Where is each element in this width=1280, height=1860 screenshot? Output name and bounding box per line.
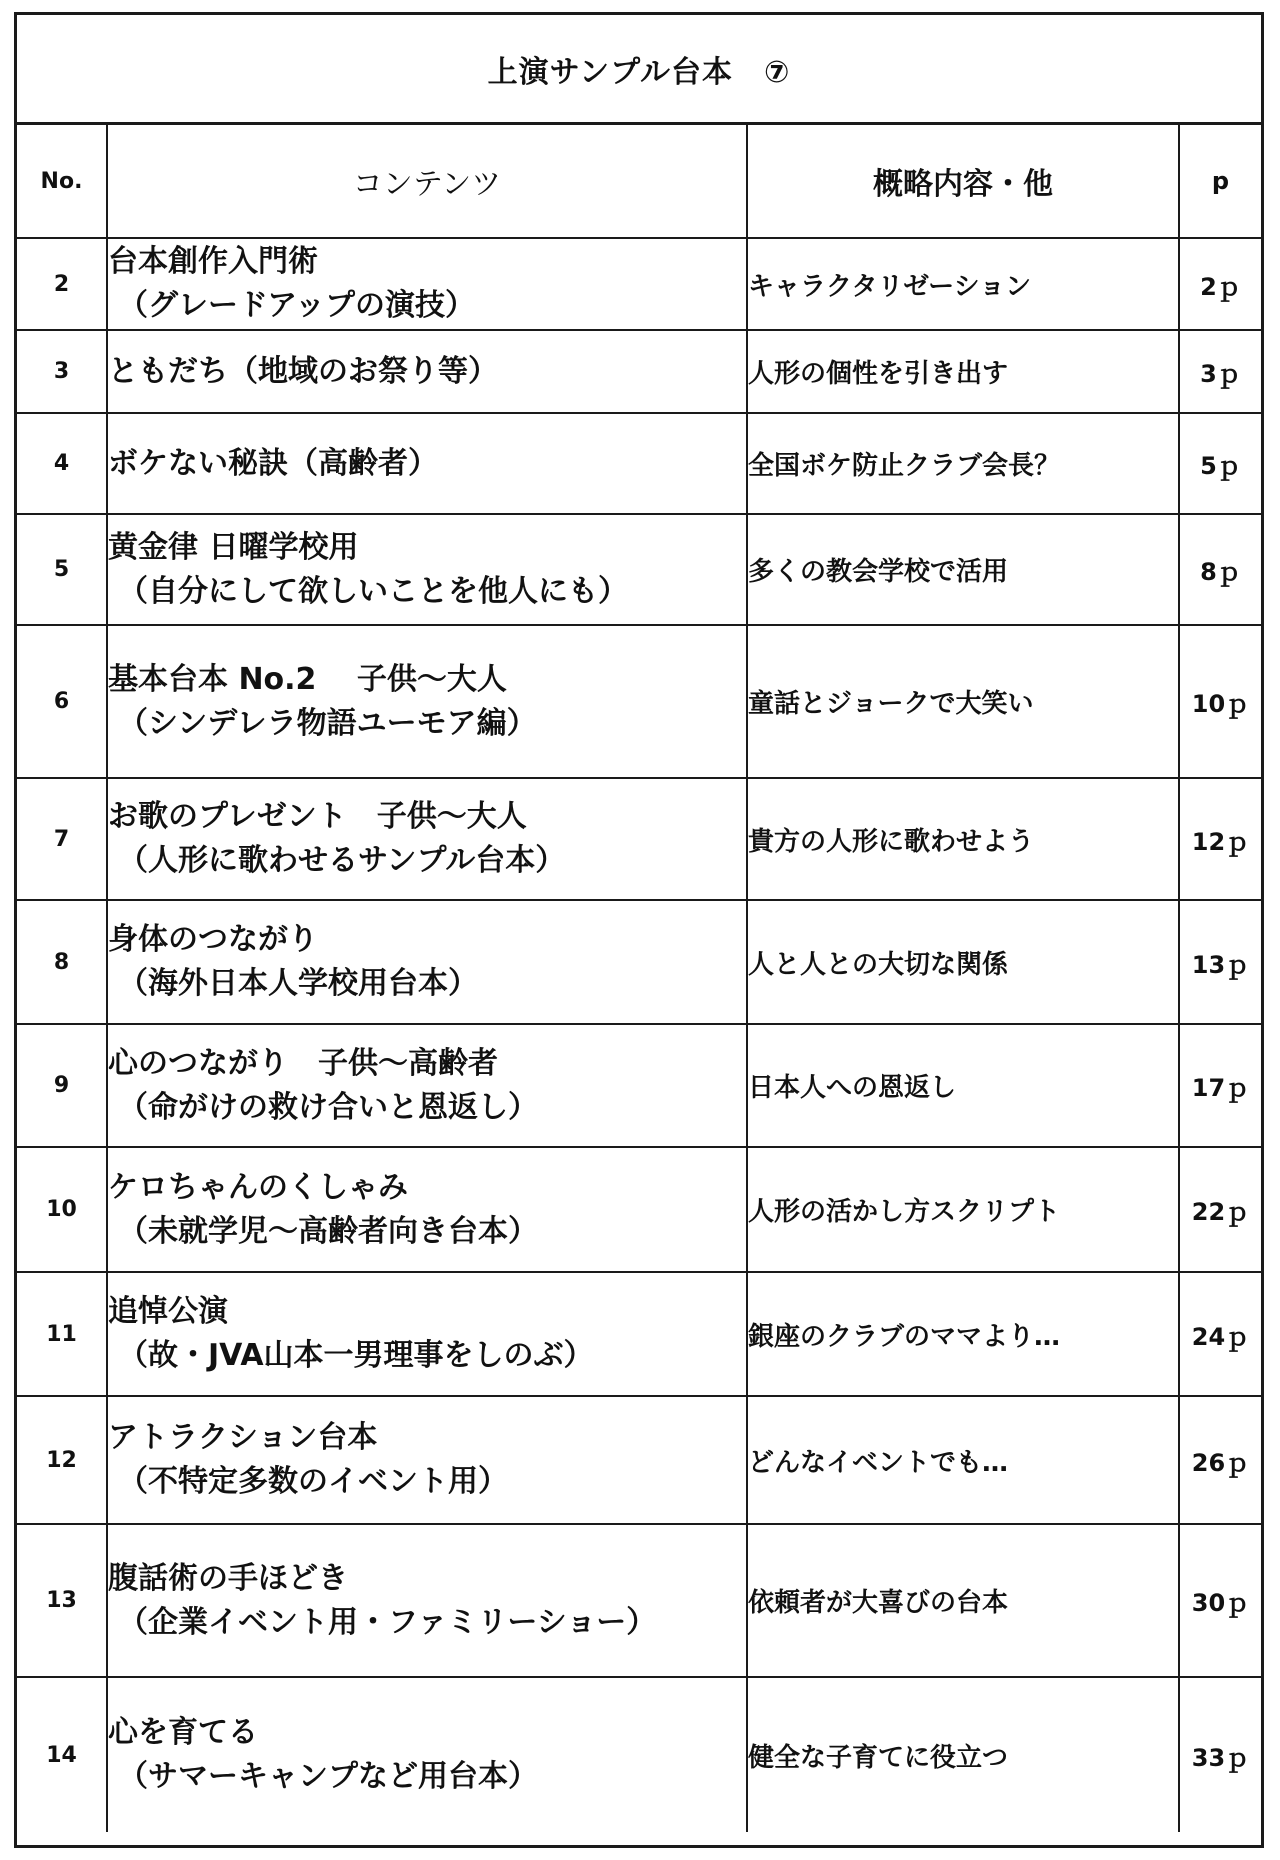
row-summary: 健全な子育てに役立つ xyxy=(747,1677,1179,1832)
row-number: 7 xyxy=(17,778,107,900)
row-number: 6 xyxy=(17,625,107,778)
row-summary: 童話とジョークで大笑い xyxy=(747,625,1179,778)
header-row xyxy=(17,125,1261,238)
row-number: 10 xyxy=(17,1147,107,1272)
table-row xyxy=(17,330,1261,413)
content-title: アトラクション台本 xyxy=(108,1420,378,1455)
content-subtitle: （自分にして欲しいことを他人にも） xyxy=(118,573,628,609)
row-page: 2ｐ xyxy=(1179,238,1261,330)
row-page: 22ｐ xyxy=(1179,1147,1261,1272)
content-title: ボケない秘訣（高齢者） xyxy=(108,445,438,481)
row-summary: キャラクタリゼーション xyxy=(747,238,1179,330)
row-summary: 銀座のクラブのママより… xyxy=(747,1272,1179,1396)
row-number: 11 xyxy=(17,1272,107,1396)
header-summary: 概略内容・他 xyxy=(747,125,1179,238)
row-number: 13 xyxy=(17,1524,107,1677)
row-page: 8ｐ xyxy=(1179,514,1261,625)
table-row xyxy=(17,1147,1261,1272)
content-subtitle: （命がけの救け合いと恩返し） xyxy=(118,1089,538,1125)
content-title: 基本台本 No.2 子供～大人 xyxy=(108,661,507,697)
table-row xyxy=(17,1524,1261,1677)
content-subtitle: （不特定多数のイベント用） xyxy=(118,1464,508,1499)
row-page: 10ｐ xyxy=(1179,625,1261,778)
header-page: p xyxy=(1179,125,1261,238)
row-summary: 全国ボケ防止クラブ会長？ xyxy=(747,413,1179,514)
content-title: ケロちゃんのくしゃみ xyxy=(108,1169,408,1205)
table-row xyxy=(17,900,1261,1024)
row-content xyxy=(107,413,747,514)
page-title: 上演サンプル台本 ⑦ xyxy=(17,15,1261,125)
row-summary: 人形の活かし方スクリプト xyxy=(747,1147,1179,1272)
row-number: 12 xyxy=(17,1396,107,1524)
row-page: 24ｐ xyxy=(1179,1272,1261,1396)
row-content xyxy=(107,1272,747,1396)
table-row xyxy=(17,1396,1261,1524)
row-page: 3ｐ xyxy=(1179,330,1261,413)
row-content xyxy=(107,1524,747,1677)
table-row xyxy=(17,625,1261,778)
row-page: 26ｐ xyxy=(1179,1396,1261,1524)
row-content xyxy=(107,1147,747,1272)
content-title: 追悼公演 xyxy=(108,1294,228,1329)
row-content xyxy=(107,1024,747,1147)
row-page: 13ｐ xyxy=(1179,900,1261,1024)
table-row xyxy=(17,1677,1261,1832)
row-summary: 貴方の人形に歌わせよう xyxy=(747,778,1179,900)
content-subtitle: （グレードアップの演技） xyxy=(118,288,475,323)
row-number: 9 xyxy=(17,1024,107,1147)
row-summary: どんなイベントでも… xyxy=(747,1396,1179,1524)
toc-sheet xyxy=(14,12,1264,1848)
content-title: 身体のつながり xyxy=(108,922,318,957)
row-number: 4 xyxy=(17,413,107,514)
contents-table xyxy=(17,125,1261,1832)
table-row xyxy=(17,238,1261,330)
row-content xyxy=(107,1396,747,1524)
row-summary: 日本人への恩返し xyxy=(747,1024,1179,1147)
row-summary: 依頼者が大喜びの台本 xyxy=(747,1524,1179,1677)
row-summary: 人形の個性を引き出す xyxy=(747,330,1179,413)
row-content xyxy=(107,330,747,413)
row-page: 33ｐ xyxy=(1179,1677,1261,1832)
row-summary: 多くの教会学校で活用 xyxy=(747,514,1179,625)
content-subtitle: （サマーキャンプなど用台本） xyxy=(118,1759,538,1794)
content-title: 台本創作入門術 xyxy=(108,244,318,279)
row-content xyxy=(107,778,747,900)
content-subtitle: （未就学児～高齢者向き台本） xyxy=(118,1213,538,1249)
content-title: ともだち（地域のお祭り等） xyxy=(108,353,498,389)
row-content xyxy=(107,238,747,330)
row-page: 12ｐ xyxy=(1179,778,1261,900)
row-page: 30ｐ xyxy=(1179,1524,1261,1677)
row-number: 8 xyxy=(17,900,107,1024)
row-content xyxy=(107,625,747,778)
row-number: 5 xyxy=(17,514,107,625)
content-title: 心のつながり 子供～高齢者 xyxy=(108,1045,498,1081)
row-content xyxy=(107,900,747,1024)
table-row xyxy=(17,413,1261,514)
header-content: コンテンツ xyxy=(107,125,747,238)
content-title: 黄金律 日曜学校用 xyxy=(108,529,359,565)
row-page: 5ｐ xyxy=(1179,413,1261,514)
table-row xyxy=(17,1024,1261,1147)
row-number: 3 xyxy=(17,330,107,413)
content-subtitle: （人形に歌わせるサンプル台本） xyxy=(118,843,566,878)
row-content xyxy=(107,1677,747,1832)
table-row xyxy=(17,1272,1261,1396)
content-subtitle: （企業イベント用・ファミリーショー） xyxy=(118,1604,657,1640)
content-title: 心を育てる xyxy=(108,1715,258,1750)
row-content xyxy=(107,514,747,625)
row-number: 2 xyxy=(17,238,107,330)
content-subtitle: （故・JVA山本一男理事をしのぶ） xyxy=(118,1338,594,1373)
content-subtitle: （海外日本人学校用台本） xyxy=(118,966,478,1001)
row-number: 14 xyxy=(17,1677,107,1832)
content-title: お歌のプレゼント 子供～大人 xyxy=(108,799,527,834)
content-subtitle: （シンデレラ物語ユーモア編） xyxy=(118,705,537,741)
row-summary: 人と人との大切な関係 xyxy=(747,900,1179,1024)
content-title: 腹話術の手ほどき xyxy=(108,1560,348,1596)
header-no: No. xyxy=(17,125,107,238)
table-row xyxy=(17,778,1261,900)
table-row xyxy=(17,514,1261,625)
row-page: 17ｐ xyxy=(1179,1024,1261,1147)
